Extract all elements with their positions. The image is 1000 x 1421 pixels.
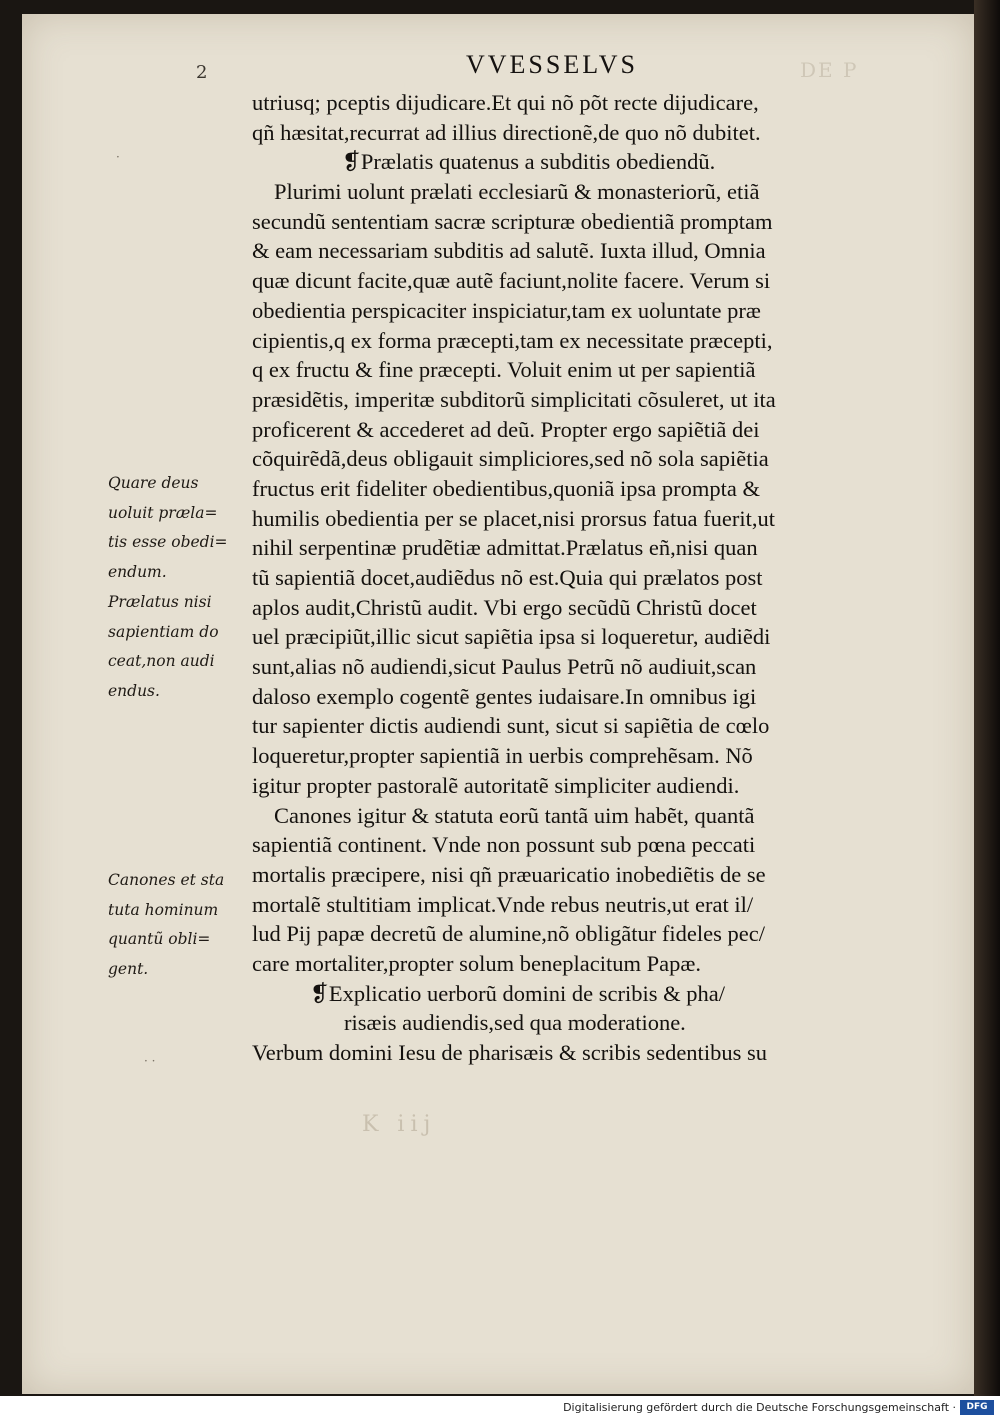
margin-note-line: ceat,non audi [108, 652, 215, 671]
margin-note-line: quantũ obli= [108, 930, 211, 949]
text-line: & eam necessariam subditis ad salutẽ. Iuxta illud, Omnia [252, 238, 766, 264]
ink-speck: · [116, 150, 120, 164]
text-line: ❡Prælatis quatenus a subditis obediendũ. [342, 149, 716, 175]
text-line: tũ sapientiã docet,audiẽdus nõ est.Quia qui prælatos post [252, 565, 763, 590]
text-line: cõquirẽdã,deus obligauit simpliciores,sed nõ sola sapiẽtia [252, 446, 769, 472]
main-text-block [248, 88, 934, 1068]
text-line: lud Pij papæ decretũ de alumine,nõ obligãtur fideles pec/ [252, 921, 765, 947]
text-line: præsidẽtis, imperitæ subditorũ simplicitati cõsuleret, ut ita [252, 386, 776, 412]
margin-note-canons [108, 866, 248, 985]
footer-credit: Digitalisierung gefördert durch die Deutsche Forschungsgemeinschaft · [563, 1401, 956, 1414]
show-through-text: DE P [800, 58, 859, 82]
text-line: sapientiã continent. Vnde non possunt sub pœna peccati [252, 832, 756, 858]
text-line: obedientia perspicaciter inspiciatur,tam ex uoluntate præ [252, 297, 761, 323]
text-line: Canones igitur & statuta eorũ tantã uim habẽt, quantã [274, 802, 755, 828]
text-line: nihil serpentinæ prudẽtiæ admittat.Prælatus eñ,nisi quan [252, 535, 758, 561]
text-line: secundũ sententiam sacræ scripturæ obedientiã promptam [252, 208, 773, 234]
margin-note-line: gent. [108, 960, 149, 979]
margin-note-line: endus. [108, 682, 160, 701]
text-line: risæis audiendis,sed qua moderatione. [344, 1010, 686, 1036]
text-line: cipientis,q ex forma præcepti,tam ex necessitate præcepti, [252, 327, 773, 353]
text-line: fructus erit fideliter obedientibus,quoniã ipsa prompta & [252, 475, 760, 501]
digitization-footer [0, 1396, 1000, 1421]
text-line: humilis obedientia per se placet,nisi prorsus fatua fuerit,ut [252, 505, 775, 531]
text-line: daloso exemplo cogentẽ gentes iudaisare.In omnibus igi [252, 683, 757, 709]
margin-note-line: Quare deus [108, 474, 199, 492]
text-line: uel præcipiũt,illic sicut sapiẽtia ipsa si loqueretur, audiẽdi [252, 624, 771, 650]
margin-note-prelates [108, 469, 248, 588]
text-line: ❡Explicatio uerborũ domini de scribis & pha/ [310, 980, 726, 1006]
margin-note-line: Prælatus nisi [108, 593, 212, 611]
text-line: quæ dicunt facite,quæ autẽ faciunt,nolite facere. Verum si [252, 268, 771, 294]
text-line: igitur propter pastoralẽ autoritatẽ simpliciter audiendi. [252, 772, 740, 798]
text-line: q ex fructu & fine præcepti. Voluit enim ut per sapientiã [252, 357, 756, 383]
running-head: VVESSELVS [466, 50, 638, 79]
text-line: care mortaliter,propter solum beneplacitum Papæ. [252, 950, 701, 976]
margin-note-line: endum. [108, 563, 167, 582]
book-spine-edge [974, 0, 1000, 1400]
margin-note-line: uoluit præla= [108, 503, 218, 522]
margin-note-line: sapientiam do [108, 622, 219, 641]
margin-note-line: tis esse obedi= [108, 533, 228, 552]
text-line: utriusq; pceptis dijudicare.Et qui nõ põt recte dijudicare, [252, 90, 759, 115]
text-line: loqueretur,propter sapientiã in uerbis comprehẽsam. Nõ [252, 743, 753, 769]
text-line: mortalis præcipere, nisi qñ præuaricatio inobediẽtis de se [252, 861, 766, 887]
text-line: tur sapienter dictis audiendi sunt, sicut si sapiẽtia de cœlo [252, 713, 770, 739]
text-line: mortalẽ stultitiam implicat.Vnde rebus neutris,ut erat il/ [252, 891, 754, 917]
text-line: proficerent & accederet ad deũ. Propter ergo sapiẽtiã dei [252, 416, 760, 442]
text-line: sunt,alias nõ audiendi,sicut Paulus Petrũ nõ audiuit,scan [252, 654, 757, 680]
show-through-signature: K iij [362, 1112, 437, 1137]
page-number-mark: 2 [196, 62, 210, 83]
text-line: qñ hæsitat,recurrat ad illius directionẽ,de quo nõ dubitet. [252, 119, 761, 145]
text-line: Verbum domini Iesu de pharisæis & scribis sedentibus su [252, 1040, 767, 1065]
text-line: aplos audit,Christũ audit. Vbi ergo secũdũ Christũ docet [252, 594, 757, 620]
dfg-logo: DFG [960, 1400, 994, 1415]
ink-speck: · · [144, 1054, 156, 1068]
margin-note-line: tuta hominum [108, 900, 219, 919]
text-line: Plurimi uolunt prælati ecclesiarũ & monasteriorũ, etiã [274, 179, 760, 205]
margin-note-line: Canones et sta [108, 871, 225, 889]
margin-note-wisdom [108, 588, 248, 707]
